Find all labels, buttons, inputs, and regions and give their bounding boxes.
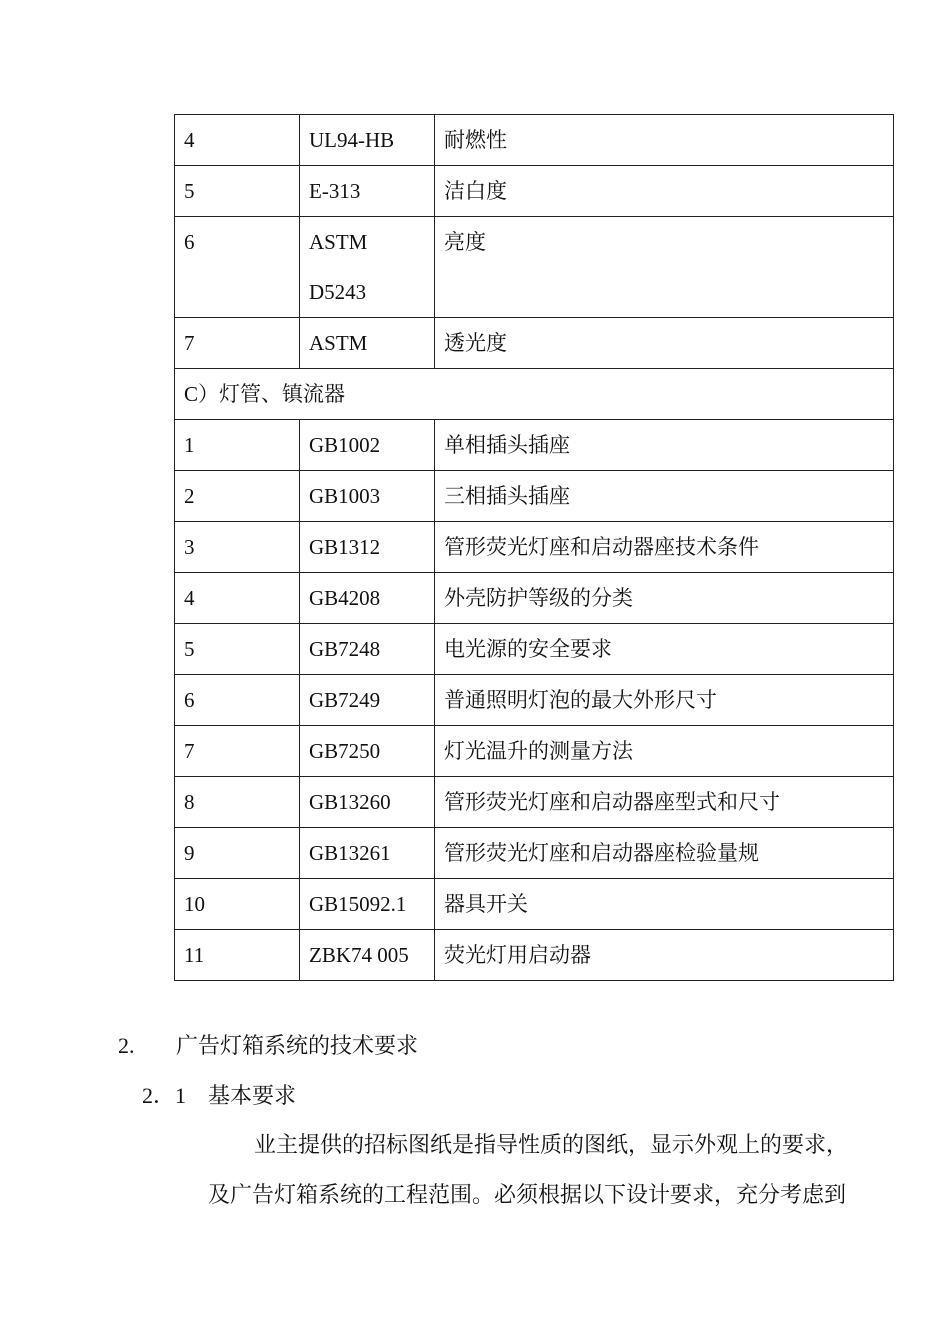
row-number: 4 xyxy=(175,573,300,624)
table-row xyxy=(175,420,894,471)
standard-code: GB7248 xyxy=(300,624,435,675)
table-row xyxy=(175,318,894,369)
standard-description: 电光源的安全要求 xyxy=(435,624,894,675)
paragraph-line: 及广告灯箱系统的工程范围。必须根据以下设计要求，充分考虑到 xyxy=(208,1182,847,1207)
section-2-heading xyxy=(118,1031,418,1061)
section-row xyxy=(175,369,894,420)
row-number: 5 xyxy=(175,624,300,675)
standard-description: 灯光温升的测量方法 xyxy=(435,726,894,777)
row-number: 8 xyxy=(175,777,300,828)
standard-description: 外壳防护等级的分类 xyxy=(435,573,894,624)
standard-description: 管形荧光灯座和启动器座技术条件 xyxy=(435,522,894,573)
row-number: 7 xyxy=(175,318,300,369)
standard-code: UL94-HB xyxy=(300,115,435,166)
standard-code: GB15092.1 xyxy=(300,879,435,930)
table-row xyxy=(175,879,894,930)
row-number: 10 xyxy=(175,879,300,930)
table-row xyxy=(175,166,894,217)
standard-code: GB13261 xyxy=(300,828,435,879)
standard-description: 耐燃性 xyxy=(435,115,894,166)
section-2-1-title: 基本要求 xyxy=(208,1083,297,1108)
row-number: 3 xyxy=(175,522,300,573)
standard-code-line: ASTM xyxy=(309,230,368,254)
section-2-1-heading xyxy=(142,1081,296,1111)
table-row xyxy=(175,573,894,624)
table-row xyxy=(175,217,894,318)
standard-code: GB7250 xyxy=(300,726,435,777)
standards-table xyxy=(174,114,894,981)
row-number: 6 xyxy=(175,217,300,318)
section-2-number: 2. xyxy=(118,1033,135,1058)
section-2-1-number: 2．1 xyxy=(142,1083,187,1108)
standard-code: GB1002 xyxy=(300,420,435,471)
standard-description: 透光度 xyxy=(435,318,894,369)
standard-description: 器具开关 xyxy=(435,879,894,930)
row-number: 11 xyxy=(175,930,300,981)
table-row xyxy=(175,624,894,675)
table-row xyxy=(175,777,894,828)
table-row xyxy=(175,726,894,777)
table-row xyxy=(175,522,894,573)
row-number: 1 xyxy=(175,420,300,471)
standard-description: 洁白度 xyxy=(435,166,894,217)
standard-code: GB4208 xyxy=(300,573,435,624)
row-number: 7 xyxy=(175,726,300,777)
standard-description: 管形荧光灯座和启动器座检验量规 xyxy=(435,828,894,879)
standard-code: GB7249 xyxy=(300,675,435,726)
standard-description: 荧光灯用启动器 xyxy=(435,930,894,981)
row-number: 4 xyxy=(175,115,300,166)
standard-code-line: D5243 xyxy=(309,280,367,304)
paragraph-line: 业主提供的招标图纸是指导性质的图纸，显示外观上的要求， xyxy=(254,1132,849,1157)
table-row xyxy=(175,471,894,522)
standard-description: 单相插头插座 xyxy=(435,420,894,471)
standard-code: GB13260 xyxy=(300,777,435,828)
table-row xyxy=(175,675,894,726)
row-number: 2 xyxy=(175,471,300,522)
standard-description: 三相插头插座 xyxy=(435,471,894,522)
standard-description: 亮度 xyxy=(435,217,894,318)
standard-code: ZBK74 005 xyxy=(300,930,435,981)
standard-description: 普通照明灯泡的最大外形尺寸 xyxy=(435,675,894,726)
standard-code: ASTM xyxy=(300,318,435,369)
row-number: 9 xyxy=(175,828,300,879)
standard-code xyxy=(300,217,435,318)
table-row xyxy=(175,115,894,166)
row-number: 6 xyxy=(175,675,300,726)
standard-code: GB1003 xyxy=(300,471,435,522)
section-2-title: 广告灯箱系统的技术要求 xyxy=(176,1033,419,1058)
table-row xyxy=(175,930,894,981)
row-number: 5 xyxy=(175,166,300,217)
standard-code: GB1312 xyxy=(300,522,435,573)
standard-description: 管形荧光灯座和启动器座型式和尺寸 xyxy=(435,777,894,828)
section-c-title: C）灯管、镇流器 xyxy=(175,369,894,420)
table-row xyxy=(175,828,894,879)
standard-code: E-313 xyxy=(300,166,435,217)
